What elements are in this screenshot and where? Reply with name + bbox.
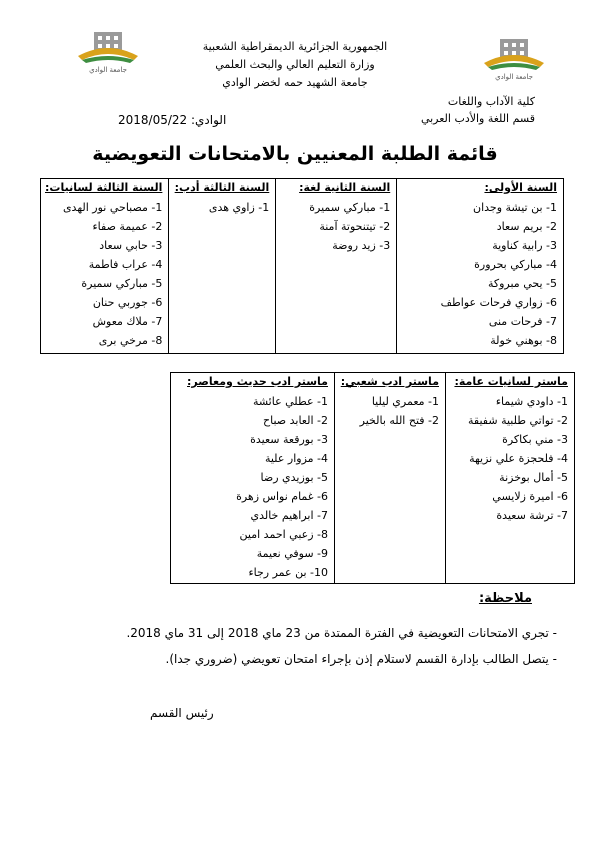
list-item: 2- فتح الله بالخير bbox=[359, 414, 439, 427]
document-date: الوادي: 2018/05/22 bbox=[118, 113, 227, 127]
list-item: 7- ابراهيم خالدي bbox=[250, 509, 328, 522]
logo-text-right: جامعة الوادي bbox=[495, 73, 533, 81]
university-logo-left bbox=[72, 26, 144, 76]
list-item: 4- مزوار علية bbox=[264, 452, 328, 465]
list-item: 4- مباركي بحرورة bbox=[474, 258, 557, 271]
list-item: 3- مني بكاكرة bbox=[502, 433, 568, 446]
list-item: 1- عطلي عائشة bbox=[252, 395, 328, 408]
list-item: 1- داودي شيماء bbox=[495, 395, 568, 408]
list-item: 6- جوربي حنان bbox=[92, 296, 163, 309]
notes-heading: ملاحظة: bbox=[478, 591, 532, 606]
list-item: 1- مباركي سميرة bbox=[309, 201, 391, 214]
list-item: 1- زاوي هدى bbox=[208, 201, 270, 214]
list-item: 4- فلحجزة علي نزيهة bbox=[469, 452, 568, 465]
col-header: السنة الثالثة لسانيات: bbox=[45, 181, 163, 194]
list-item: 2- عميمة صفاء bbox=[92, 220, 163, 233]
col-first-year bbox=[397, 179, 564, 354]
col-third-year-ling bbox=[41, 179, 169, 354]
col-master-folk-lit bbox=[335, 373, 446, 584]
faculty-line: كلية الآداب واللغات bbox=[447, 95, 535, 108]
list-item: 2- العابد صباح bbox=[263, 414, 328, 427]
col-header: ماستر لسانيات عامة: bbox=[454, 375, 568, 388]
department-line: قسم اللغة والأدب العربي bbox=[420, 112, 535, 125]
list-item: 7- ترشة سعيدة bbox=[496, 509, 568, 522]
col-header: السنة الأولى: bbox=[484, 181, 557, 194]
list-item: 6- زواري فرحات عواطف bbox=[440, 296, 557, 309]
list-item: 1- مصباحي نور الهدى bbox=[62, 201, 163, 214]
logo-text-left: جامعة الوادي bbox=[89, 66, 127, 74]
note-line-2: - يتصل الطالب بإدارة القسم لاستلام إذن بإجراء امتحان تعويضي (ضروري جدا). bbox=[165, 652, 557, 666]
list-item: 3- حابي سعاد bbox=[99, 239, 163, 252]
col-master-general-ling bbox=[446, 373, 575, 584]
list-item: 7- فرحات منى bbox=[488, 315, 557, 328]
list-item: 6- اميرة زلايسي bbox=[492, 490, 568, 503]
list-item: 6- غمام نواس زهرة bbox=[236, 490, 328, 503]
list-item: 7- ملاك معوش bbox=[92, 315, 163, 328]
list-item: 5- مباركي سميرة bbox=[81, 277, 163, 290]
list-item: 2- بريم سعاد bbox=[496, 220, 557, 233]
list-item: 5- بوزيدي رضا bbox=[260, 471, 328, 484]
list-item: 1- بن تيشة وجدان bbox=[472, 201, 557, 214]
list-item: 5- أمال بوخزنة bbox=[499, 471, 568, 484]
university-logo-right bbox=[478, 33, 550, 83]
col-second-year bbox=[276, 179, 397, 354]
list-item: 3- بورقعة سعيدة bbox=[250, 433, 328, 446]
page-title: قائمة الطلبة المعنيين بالامتحانات التعويضية bbox=[92, 143, 498, 165]
list-item: 8- بوهني خولة bbox=[490, 334, 557, 347]
undergrad-table bbox=[40, 178, 564, 354]
col-header: ماستر ادب شعبي: bbox=[340, 375, 439, 388]
list-item: 2- تواتي طلبية شفيقة bbox=[468, 414, 568, 427]
col-header: السنة الثانية لغة: bbox=[299, 181, 391, 194]
republic-line: الجمهورية الجزائرية الديمقراطية الشعبية bbox=[202, 40, 388, 53]
list-item: 4- عراب فاطمة bbox=[88, 258, 163, 271]
list-item: 3- رابية كناوية bbox=[492, 239, 557, 252]
list-item: 8- مرخي برى bbox=[98, 334, 163, 347]
col-header: السنة الثالثة أدب: bbox=[174, 181, 270, 194]
list-item: 2- تيتنحوتة آمنة bbox=[319, 220, 391, 233]
list-item: 8- زعبي احمد امين bbox=[239, 528, 328, 541]
note-line-1: - تجري الامتحانات التعويضية في الفترة الممتدة من 23 ماي 2018 إلى 31 ماي 2018. bbox=[126, 626, 557, 640]
university-line: جامعة الشهيد حمه لخضر الوادي bbox=[222, 76, 368, 89]
col-master-modern-lit bbox=[171, 373, 335, 584]
list-item: 1- معمري ليليا bbox=[371, 395, 439, 408]
col-third-year-lit bbox=[169, 179, 276, 354]
department-head-signature: رئيس القسم bbox=[150, 706, 214, 720]
list-item: 5- يحي مبروكة bbox=[487, 277, 557, 290]
master-table bbox=[170, 372, 575, 584]
list-item: 9- سوفي نعيمة bbox=[256, 547, 328, 560]
col-header: ماستر ادب حديث ومعاصر: bbox=[187, 375, 328, 388]
list-item: 3- زيد روضة bbox=[332, 239, 391, 252]
ministry-line: وزارة التعليم العالي والبحث العلمي bbox=[215, 58, 375, 71]
list-item: 10- بن عمر رجاء bbox=[248, 566, 328, 579]
